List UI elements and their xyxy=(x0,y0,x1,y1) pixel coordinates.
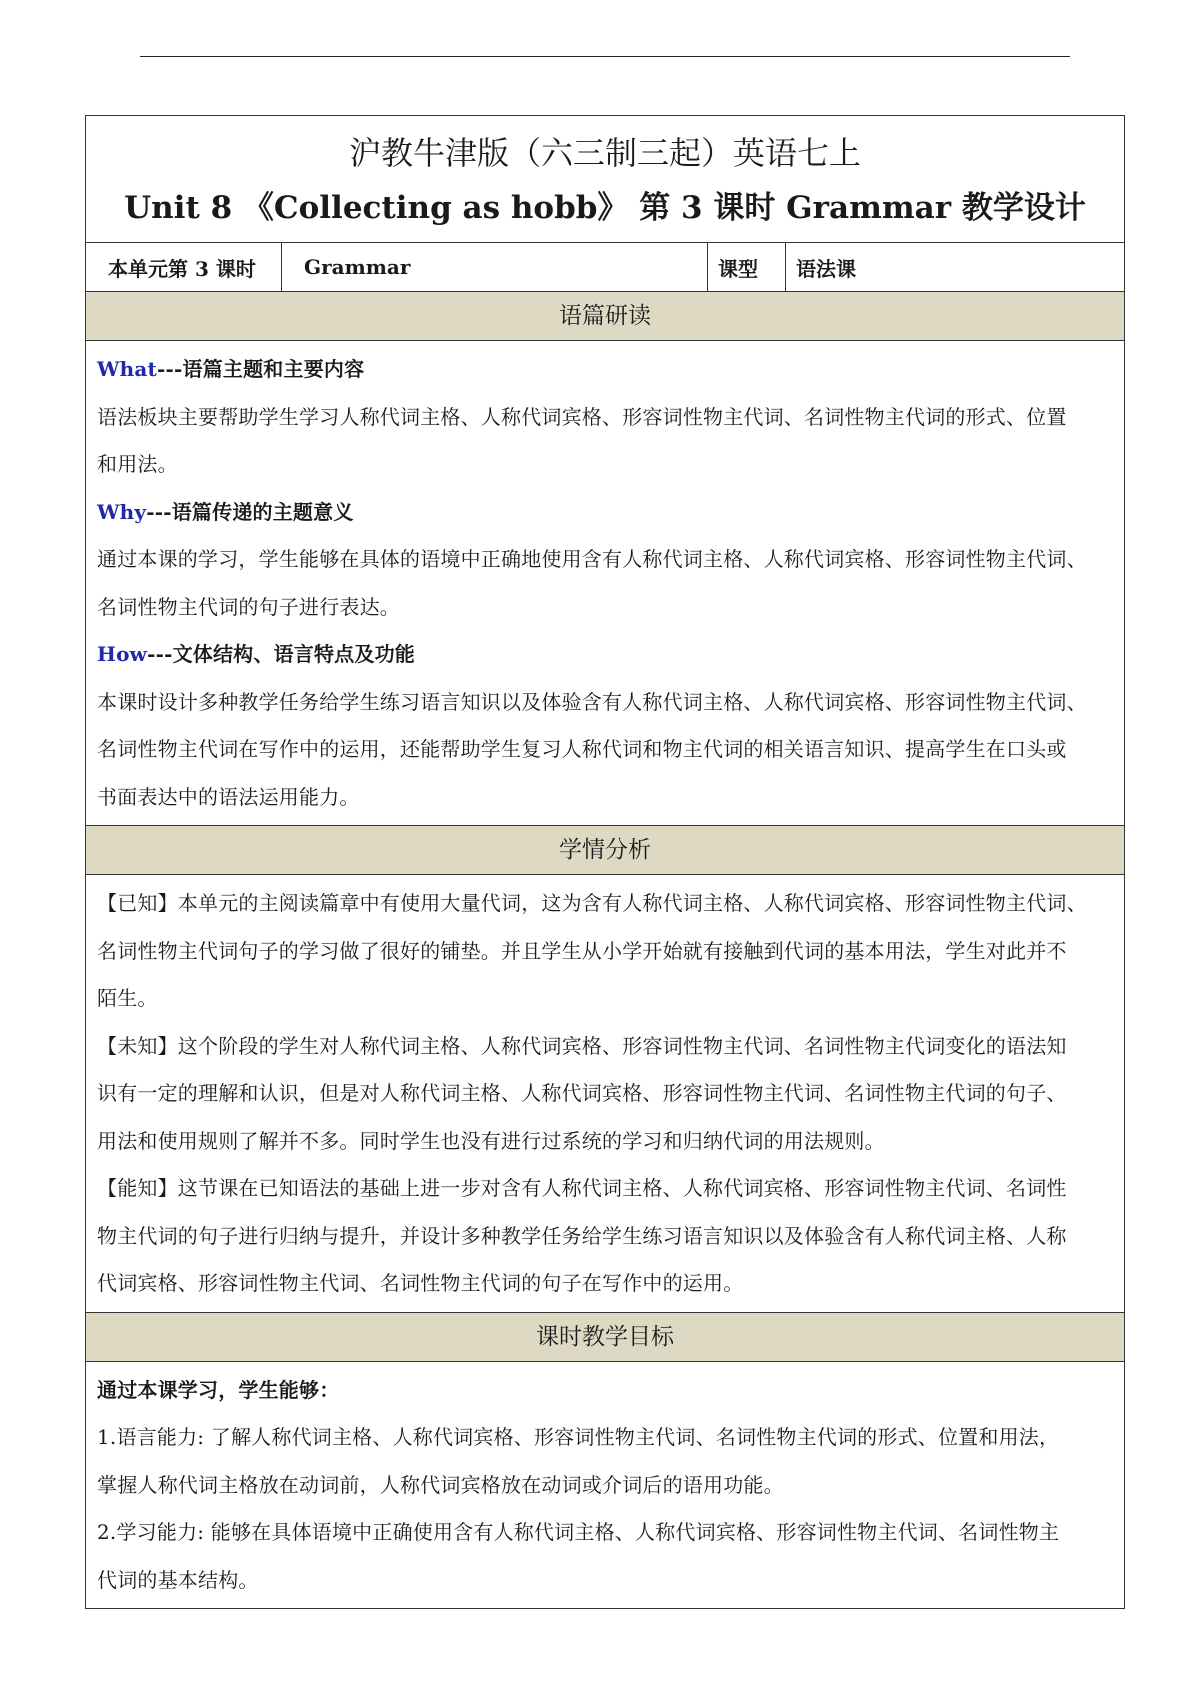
paragraph-line: 通过本课的学习，学生能够在具体的语境中正确地使用含有人称代词主格、人称代词宾格、形容词性物主代词、 xyxy=(97,547,1087,571)
section-body-text-analysis xyxy=(86,341,1124,826)
section-header-objectives: 课时教学目标 xyxy=(86,1313,1124,1362)
what-heading xyxy=(97,346,1114,394)
paragraph-line: 2.学习能力: 能够在具体语境中正确使用含有人称代词主格、人称代词宾格、形容词性物主代词、名词性物主 xyxy=(97,1520,1060,1544)
how-heading xyxy=(97,631,1114,679)
section-header-student-analysis: 学情分析 xyxy=(86,826,1124,875)
how-keyword: How xyxy=(97,642,148,666)
paragraph-line: 书面表达中的语法运用能力。 xyxy=(97,784,360,809)
paragraph-line: 掌握人称代词主格放在动词前，人称代词宾格放在动词或介词后的语用功能。 xyxy=(97,1472,784,1497)
type-value-cell: 语法课 xyxy=(785,243,1124,291)
paragraph-line: 代词的基本结构。 xyxy=(97,1567,259,1592)
paragraph-line: 和用法。 xyxy=(97,452,178,476)
paragraph-line: 语法板块主要帮助学生学习人称代词主格、人称代词宾格、形容词性物主代词、名词性物主代词的形式、位置 xyxy=(97,404,1067,429)
paragraph-line: 陌生。 xyxy=(97,986,158,1010)
document-title: 沪教牛津版（六三制三起）英语七上 xyxy=(348,134,861,172)
what-heading-text: ---语篇主题和主要内容 xyxy=(157,357,365,381)
paragraph-line: 名词性物主代词句子的学习做了很好的铺垫。并且学生从小学开始就有接触到代词的基本用法，学生对此并不 xyxy=(97,938,1067,963)
document-subtitle: Unit 8 《Collecting as hobb》 第 3 课时 Grammar 教学设计 xyxy=(124,190,1086,226)
type-label-cell: 课型 xyxy=(707,243,785,291)
paragraph-line: 用法和使用规则了解并不多。同时学生也没有进行过系统的学习和归纳代词的用法规则。 xyxy=(97,1128,885,1153)
paragraph-line: 1.语言能力: 了解人称代词主格、人称代词宾格、形容词性物主代词、名词性物主代词的形式、位置和用法， xyxy=(97,1425,1060,1449)
paragraph-line: 【已知】本单元的主阅读篇章中有使用大量代词，这为含有人称代词主格、人称代词宾格、形容词性物主代词、 xyxy=(97,891,1087,915)
what-keyword: What xyxy=(97,357,157,381)
lesson-label-cell: 本单元第 3 课时 xyxy=(108,256,256,281)
paragraph-line: 物主代词的句子进行归纳与提升，并设计多种教学任务给学生练习语言知识以及体验含有人称代词主格、人称 xyxy=(97,1223,1067,1248)
section-body-student-analysis xyxy=(86,875,1124,1313)
paragraph-line: 本课时设计多种教学任务给学生练习语言知识以及体验含有人称代词主格、人称代词宾格、形容词性物主代词、 xyxy=(97,689,1087,714)
why-keyword: Why xyxy=(97,499,147,524)
why-heading-text: ---语篇传递的主题意义 xyxy=(146,499,354,524)
paragraph-line: 代词宾格、形容词性物主代词、名词性物主代词的句子在写作中的运用。 xyxy=(97,1271,744,1295)
paragraph-line: 名词性物主代词在写作中的运用，还能帮助学生复习人称代词和物主代词的相关语言知识、提高学生在口头或 xyxy=(97,737,1067,761)
header-rule xyxy=(140,56,1070,57)
paragraph-line: 【能知】这节课在已知语法的基础上进一步对含有人称代词主格、人称代词宾格、形容词性物主代词、名词性 xyxy=(97,1176,1067,1200)
lesson-value-cell: Grammar xyxy=(281,243,707,291)
lesson-plan-table xyxy=(85,115,1125,1609)
why-heading xyxy=(97,489,1114,537)
paragraph-line: 识有一定的理解和认识，但是对人称代词主格、人称代词宾格、形容词性物主代词、名词性物主代词的句子、 xyxy=(97,1081,1067,1105)
title-block xyxy=(86,116,1124,243)
paragraph-line: 名词性物主代词的句子进行表达。 xyxy=(97,594,400,619)
section-body-objectives xyxy=(86,1362,1124,1609)
lesson-meta-row xyxy=(86,243,1124,292)
objectives-intro: 通过本课学习，学生能够： xyxy=(97,1377,340,1402)
how-heading-text: ---文体结构、语言特点及功能 xyxy=(147,642,415,666)
section-header-text-analysis: 语篇研读 xyxy=(86,292,1124,341)
paragraph-line: 【未知】这个阶段的学生对人称代词主格、人称代词宾格、形容词性物主代词、名词性物主代词变化的语法知 xyxy=(97,1033,1067,1058)
